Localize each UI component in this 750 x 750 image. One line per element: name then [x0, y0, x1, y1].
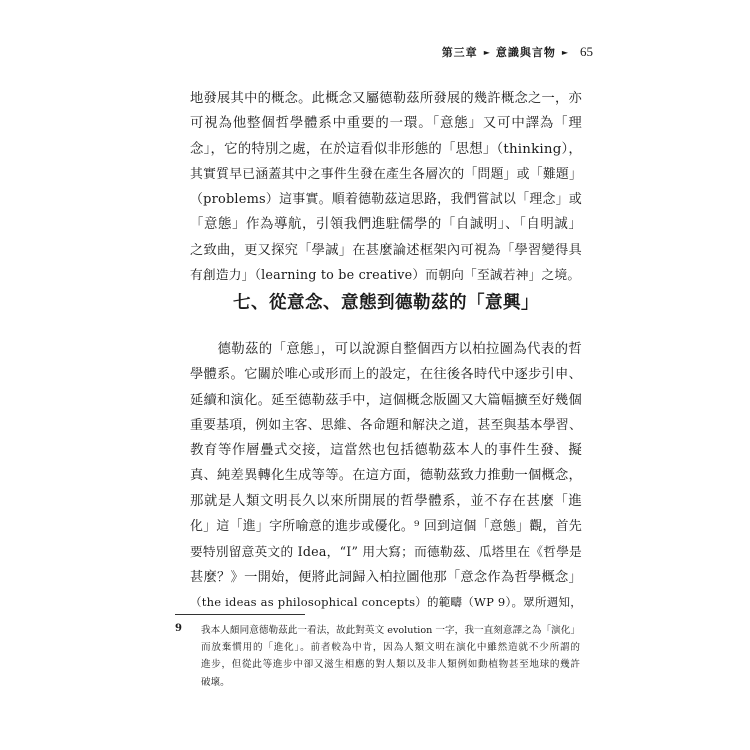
paragraph-2 [190, 337, 582, 615]
section-heading: 七、從意念、意態到德勒茲的「意興」 [233, 293, 539, 313]
text-line: 甚麼？》一開始，便將此詞歸入柏拉圖他那「意念作為哲學概念」 [190, 569, 582, 585]
text-line: （problems）這事實。順着德勒茲這思路，我們嘗試以「理念」或 [190, 192, 582, 208]
text-line: 「意態」作為導航，引領我們進駐儒學的「自誠明」、「自明誠」 [190, 217, 582, 233]
paragraph-1 [190, 86, 582, 288]
triangle-arrow-icon: ► [483, 47, 490, 57]
chapter-label: 第三章 [441, 46, 478, 59]
text-line: 重要基項，例如主客、思維、各命題和解決之道，甚至與基本學習、 [190, 417, 582, 433]
text-line: 真、純差異轉化生成等等。在這方面，德勒茲致力推動一個概念， [190, 468, 582, 484]
text-line: 念」，它的特別之處，在於這看似非形態的「思想」（thinking）， [190, 141, 582, 157]
footnote-line: 而放棄慣用的「進化」。前者較為中肯，因為人類文明在演化中雖然造就不少所謂的 [201, 642, 580, 654]
text-line: 教育等作層疊式交接，這當然也包括德勒茲本人的事件生發、擬 [190, 443, 582, 459]
text-line: 德勒茲的「意態」，可以說源自整個西方以柏拉圖為代表的哲 [190, 342, 582, 357]
text-line: 可視為他整個哲學體系中重要的一環。「意態」又可中譯為「理 [190, 116, 582, 132]
text-line: 延續和演化。延至德勒茲手中，這個概念版圖又大篇幅擴至好幾個 [190, 392, 582, 408]
footnote [175, 622, 580, 691]
text-line: 要特別留意英文的 Idea，“I” 用大寫；而德勒茲、瓜塔里在《哲學是 [190, 544, 582, 560]
footnote-number: 9 [175, 623, 182, 634]
chapter-title: 意識與言物 [495, 46, 556, 59]
running-header [442, 42, 593, 62]
footnote-line: 我本人頗同意德勒茲此一看法，故此對英文 evolution 一字，我一直刻意譯之為「演化」 [201, 625, 580, 636]
text-line: 之致曲，更又探究「學誠」在甚麼論述框架內可視為「學習變得具 [190, 242, 582, 258]
text-line: （the ideas as philosophical concepts）的範疇（WP 9）。眾所週知， [190, 594, 582, 609]
triangle-arrow-icon: ► [561, 47, 568, 57]
text-line: 有創造力」（learning to be creative）而朝向「至誠若神」之境。 [190, 268, 581, 284]
footnote-line: 破壞。 [201, 676, 230, 688]
text-line: 地發展其中的概念。此概念又屬德勒茲所發展的幾許概念之一，亦 [190, 91, 582, 106]
text-line: 化」這「進」字所喻意的進步或優化。⁹ 回到這個「意態」觀，首先 [190, 519, 582, 535]
footnote-divider [175, 614, 305, 615]
text-line: 學體系。它關於唯心或形而上的設定，在往後各時代中逐步引申、 [190, 367, 582, 383]
text-line: 其實質早已涵蓋其中之事件生發在產生各層次的「問題」或「難題」 [190, 166, 582, 182]
page-number: 65 [580, 44, 593, 59]
text-line: 那就是人類文明長久以來所開展的哲學體系，並不存在甚麼「進 [190, 493, 582, 509]
footnote-line: 進步，但從此等進步中卻又滋生相應的對人類以及非人類例如動植物甚至地球的幾許 [201, 659, 580, 671]
